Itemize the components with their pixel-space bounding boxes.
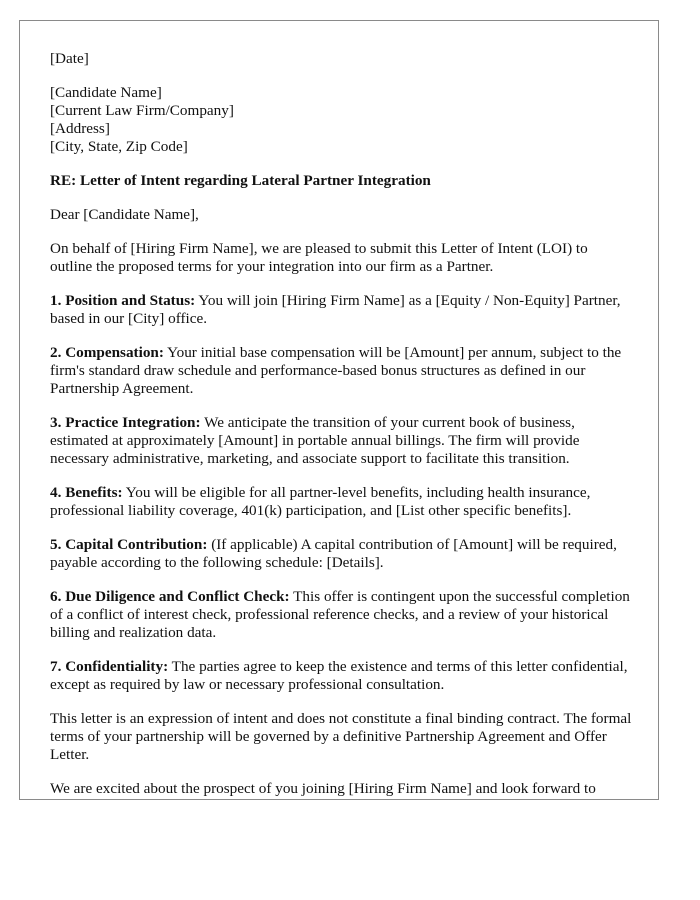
- term-title: 3. Practice Integration:: [50, 414, 201, 431]
- term-text: This offer is contingent upon the successful completion of a conflict of interest check, professional reference checks, and a review of your historical billing and realization data.: [50, 588, 630, 641]
- term-text: You will be eligible for all partner-level benefits, including health insurance, professional liability coverage, 401(k) participation, and [List other specific benefits].: [50, 484, 591, 519]
- term-confidentiality: [50, 658, 632, 694]
- term-compensation: [50, 344, 632, 398]
- term-text: We anticipate the transition of your current book of business, estimated at approximately [Amount] in portable annual billings. The firm will provide necessary administrative, marketing, and associate support to facilitate this transition.: [50, 414, 580, 467]
- final-paragraph: We are excited about the prospect of you joining [Hiring Firm Name] and look forward to: [50, 780, 596, 797]
- address-line-firm: [Current Law Firm/Company]: [50, 102, 234, 119]
- term-benefits: [50, 484, 632, 520]
- intro-paragraph: On behalf of [Hiring Firm Name], we are pleased to submit this Letter of Intent (LOI) to outline the proposed terms for your integration into our firm as a Partner.: [50, 240, 588, 275]
- term-text: You will join [Hiring Firm Name] as a [Equity / Non-Equity] Partner, based in our [City] office.: [50, 292, 621, 327]
- salutation: Dear [Candidate Name],: [50, 206, 199, 223]
- term-due-diligence: [50, 588, 632, 642]
- term-capital-contribution: [50, 536, 632, 572]
- letter-page: [19, 20, 659, 800]
- term-title: 7. Confidentiality:: [50, 658, 169, 675]
- date-text: [Date]: [50, 50, 89, 67]
- term-text: The parties agree to keep the existence and terms of this letter confidential, except as required by law or necessary professional consultation.: [50, 658, 628, 693]
- closing-note: This letter is an expression of intent and does not constitute a final binding contract. The formal terms of your partnership will be governed by a definitive Partnership Agreement and Offer Letter.: [50, 710, 632, 763]
- recipient-address: [50, 84, 632, 156]
- term-position: [50, 292, 632, 328]
- address-line-street: [Address]: [50, 120, 110, 137]
- term-practice-integration: [50, 414, 632, 468]
- subject-line: RE: Letter of Intent regarding Lateral Partner Integration: [50, 172, 431, 189]
- letter-date: [50, 50, 632, 68]
- term-title: 5. Capital Contribution:: [50, 536, 208, 553]
- address-line-name: [Candidate Name]: [50, 84, 162, 101]
- address-line-city: [City, State, Zip Code]: [50, 138, 188, 155]
- letter-content: [50, 50, 632, 800]
- term-title: 2. Compensation:: [50, 344, 164, 361]
- term-title: 1. Position and Status:: [50, 292, 196, 309]
- term-title: 6. Due Diligence and Conflict Check:: [50, 588, 290, 605]
- term-text: (If applicable) A capital contribution of [Amount] will be required, payable according to the following schedule: [Details].: [50, 536, 617, 571]
- term-title: 4. Benefits:: [50, 484, 123, 501]
- term-text: Your initial base compensation will be [Amount] per annum, subject to the firm's standard draw schedule and performance-based bonus structures as defined in our Partnership Agreement.: [50, 344, 622, 397]
